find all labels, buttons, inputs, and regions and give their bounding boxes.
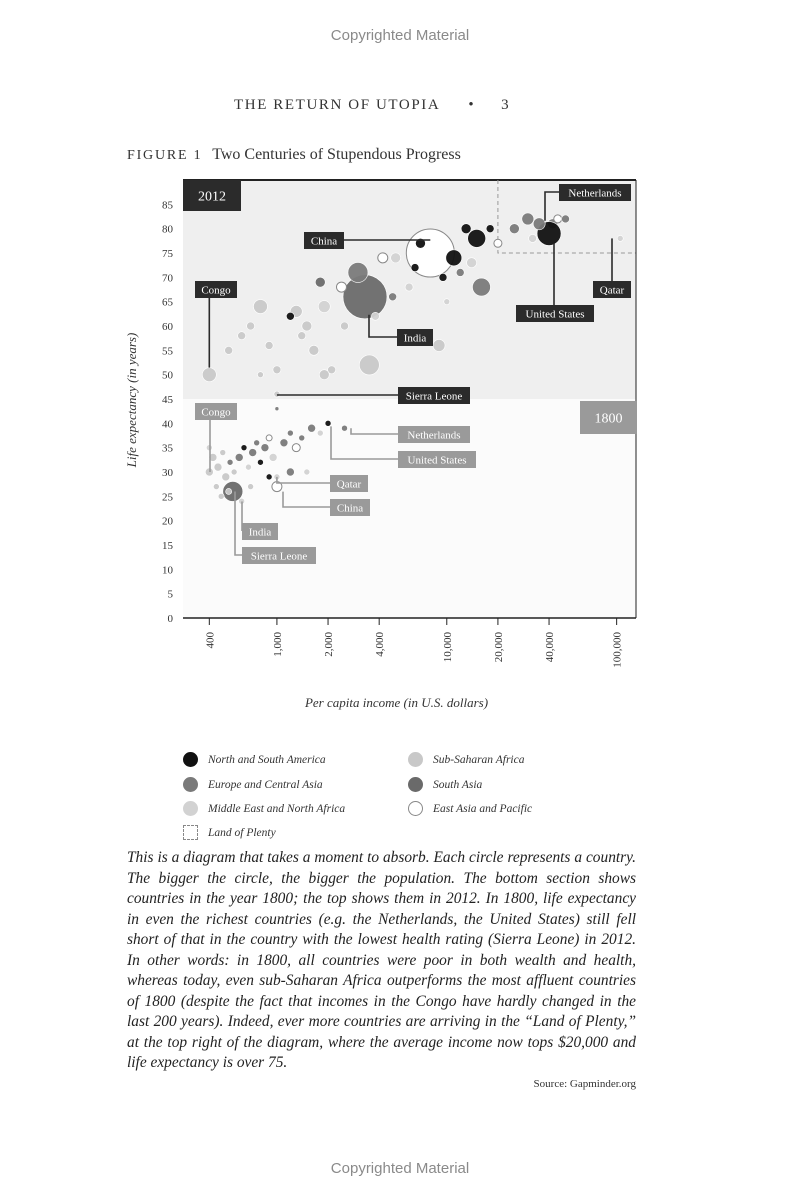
y-tick-label: 70 — [162, 272, 173, 285]
figure-title-text: Two Centuries of Stupendous Progress — [212, 146, 461, 163]
x-tick-label: 40,000 — [544, 632, 557, 663]
data-point — [266, 435, 272, 441]
callout-label: India — [403, 332, 427, 345]
x-tick-label: 10,000 — [441, 632, 454, 663]
legend-label: South Asia — [433, 778, 483, 791]
legend-item — [183, 801, 345, 816]
y-tick-label: 85 — [162, 199, 173, 212]
watermark-bottom: Copyrighted Material — [330, 1160, 470, 1177]
data-point — [222, 473, 230, 481]
data-point — [533, 218, 545, 230]
callout-label: United States — [525, 308, 585, 321]
legend-item — [183, 825, 276, 840]
data-point — [309, 345, 319, 355]
y-tick-label: 55 — [162, 345, 173, 358]
y-axis-label: Life expectancy (in years) — [124, 332, 139, 468]
data-point — [359, 355, 379, 375]
data-point — [554, 215, 562, 223]
y-tick-label: 5 — [167, 588, 173, 601]
x-tick-label: 2,000 — [323, 632, 336, 657]
panel-label-2012: 2012 — [198, 189, 226, 205]
callout-label: Netherlands — [568, 187, 622, 200]
data-point — [472, 278, 490, 296]
callout-label: China — [336, 502, 364, 515]
y-tick-label: 30 — [162, 467, 173, 479]
data-point — [280, 439, 288, 447]
x-tick-label: 1,000 — [271, 632, 284, 657]
callout-label: Qatar — [336, 478, 362, 491]
data-point — [378, 253, 388, 263]
data-point — [248, 484, 254, 490]
callout-label: China — [310, 235, 338, 248]
data-point — [439, 273, 447, 281]
y-tick-label: 35 — [162, 442, 173, 455]
legend-swatch — [408, 801, 423, 816]
data-point — [286, 312, 294, 320]
data-point — [225, 346, 233, 354]
y-tick-label: 10 — [162, 564, 173, 577]
callout-label: Qatar — [599, 284, 625, 297]
callout-label: India — [248, 526, 272, 539]
data-point — [254, 440, 260, 446]
legend-item — [183, 777, 323, 792]
legend-label: East Asia and Pacific — [433, 802, 533, 815]
data-point — [245, 464, 251, 470]
legend-item — [408, 801, 532, 816]
legend-swatch — [183, 801, 198, 816]
legend-swatch — [183, 825, 198, 840]
y-tick-label: 50 — [162, 369, 173, 382]
data-point — [275, 407, 279, 411]
data-point — [241, 445, 247, 451]
legend-label: Land of Plenty — [208, 826, 276, 839]
data-point — [494, 239, 502, 247]
y-tick-label: 80 — [162, 223, 173, 236]
data-point — [529, 234, 537, 242]
data-point — [391, 253, 401, 263]
data-point — [433, 339, 445, 351]
data-point — [257, 372, 263, 378]
data-point — [238, 332, 246, 340]
legend-label: Sub-Saharan Africa — [433, 753, 525, 766]
data-point — [286, 468, 294, 476]
y-tick-label: 75 — [162, 248, 173, 260]
data-point — [456, 268, 464, 276]
callout-label: Sierra Leone — [405, 390, 463, 403]
data-point — [325, 420, 331, 426]
data-point — [247, 322, 255, 330]
legend-swatch — [183, 777, 198, 792]
data-point — [461, 224, 471, 234]
data-point — [315, 277, 325, 287]
callout-label: Sierra Leone — [250, 550, 308, 563]
y-tick-label: 60 — [162, 321, 173, 333]
data-point — [444, 299, 450, 305]
data-point — [342, 425, 348, 431]
source-credit: Source: Gapminder.org — [533, 1078, 636, 1090]
data-point — [389, 293, 397, 301]
data-point — [213, 484, 219, 490]
legend-label: Europe and Central Asia — [208, 778, 323, 791]
data-point — [257, 459, 263, 465]
panel-label-1800: 1800 — [594, 411, 623, 427]
data-point — [266, 474, 272, 480]
y-tick-label: 20 — [162, 515, 173, 528]
data-point — [253, 300, 267, 314]
data-point — [318, 301, 330, 313]
x-tick-label: 20,000 — [492, 632, 505, 663]
data-point — [336, 282, 346, 292]
y-tick-label: 0 — [167, 613, 173, 625]
data-point — [227, 459, 233, 465]
data-point — [446, 250, 462, 266]
data-point — [202, 368, 216, 382]
page-number: 3 — [501, 97, 511, 113]
legend-label: Middle East and North Africa — [208, 802, 346, 815]
data-point — [308, 424, 316, 432]
data-point — [269, 453, 277, 461]
callout-label: Congo — [201, 406, 231, 419]
data-point — [287, 430, 293, 436]
data-point — [226, 488, 232, 494]
callout-label: Netherlands — [407, 429, 461, 442]
y-tick-label: 40 — [162, 418, 173, 431]
data-point — [341, 322, 349, 330]
data-point — [304, 469, 310, 475]
data-point — [261, 444, 269, 452]
data-point — [220, 450, 226, 456]
data-point — [319, 370, 329, 380]
data-point — [486, 225, 494, 233]
data-point — [405, 283, 413, 291]
data-point — [298, 332, 306, 340]
data-point — [522, 213, 534, 225]
data-point — [249, 449, 257, 457]
callout-label: United States — [407, 454, 467, 467]
data-point — [235, 453, 243, 461]
watermark-top: Copyrighted Material — [330, 27, 470, 44]
x-tick-label: 4,000 — [374, 632, 387, 657]
data-point — [562, 215, 570, 223]
legend-item — [408, 777, 482, 792]
data-point — [617, 235, 623, 241]
data-point — [509, 224, 519, 234]
data-point — [214, 463, 222, 471]
data-point — [299, 435, 305, 441]
y-tick-label: 25 — [162, 491, 173, 504]
x-tick-label: 400 — [204, 632, 217, 649]
x-tick-label: 100,000 — [611, 632, 624, 668]
data-point — [371, 312, 379, 320]
data-point — [292, 444, 300, 452]
data-point — [317, 430, 323, 436]
figure-caption: This is a diagram that takes a moment to absorb. Each circle represents a country. The bigger the circle, the bigger the population. The bottom section shows countries in the year 1800; the top shows them in 2012. In 1800, life expectancy in even the richest countries (e.g. the Netherlands, the United States) still fell short of that in the country with the lowest health rating (Sierra Leone) in 2012. In other words: in 1800, all countries were poor in both wealth and health, whereas today, even sub-Saharan Africa outperforms the most affluent countries of 1800 (despite the fact that incomes in the Congo have hardly changed in the last 200 years). Indeed, ever more countries are arriving in the “Land of Plenty,” at the top right of the diagram, where the average income now tops $20,000 and life expectancy is over 75. — [127, 849, 636, 1071]
data-point — [274, 391, 280, 397]
x-axis-label: Per capita income (in U.S. dollars) — [304, 695, 489, 710]
y-tick-label: 45 — [162, 394, 173, 406]
data-point — [467, 258, 477, 268]
data-point — [273, 366, 281, 374]
running-head-bullet: • — [468, 97, 476, 113]
legend-swatch — [408, 777, 423, 792]
running-head-title: THE RETURN OF UTOPIA — [234, 97, 441, 113]
legend-label: North and South America — [208, 753, 326, 766]
data-point — [265, 341, 273, 349]
data-point — [348, 262, 368, 282]
data-point — [302, 321, 312, 331]
data-point — [411, 264, 419, 272]
callout-label: Congo — [201, 284, 231, 297]
data-point — [468, 229, 486, 247]
y-tick-label: 65 — [162, 296, 173, 309]
data-point — [231, 469, 237, 475]
data-point — [343, 275, 387, 319]
figure-label: FIGURE 1 — [127, 148, 203, 163]
y-tick-label: 15 — [162, 540, 173, 552]
data-point — [218, 493, 224, 499]
